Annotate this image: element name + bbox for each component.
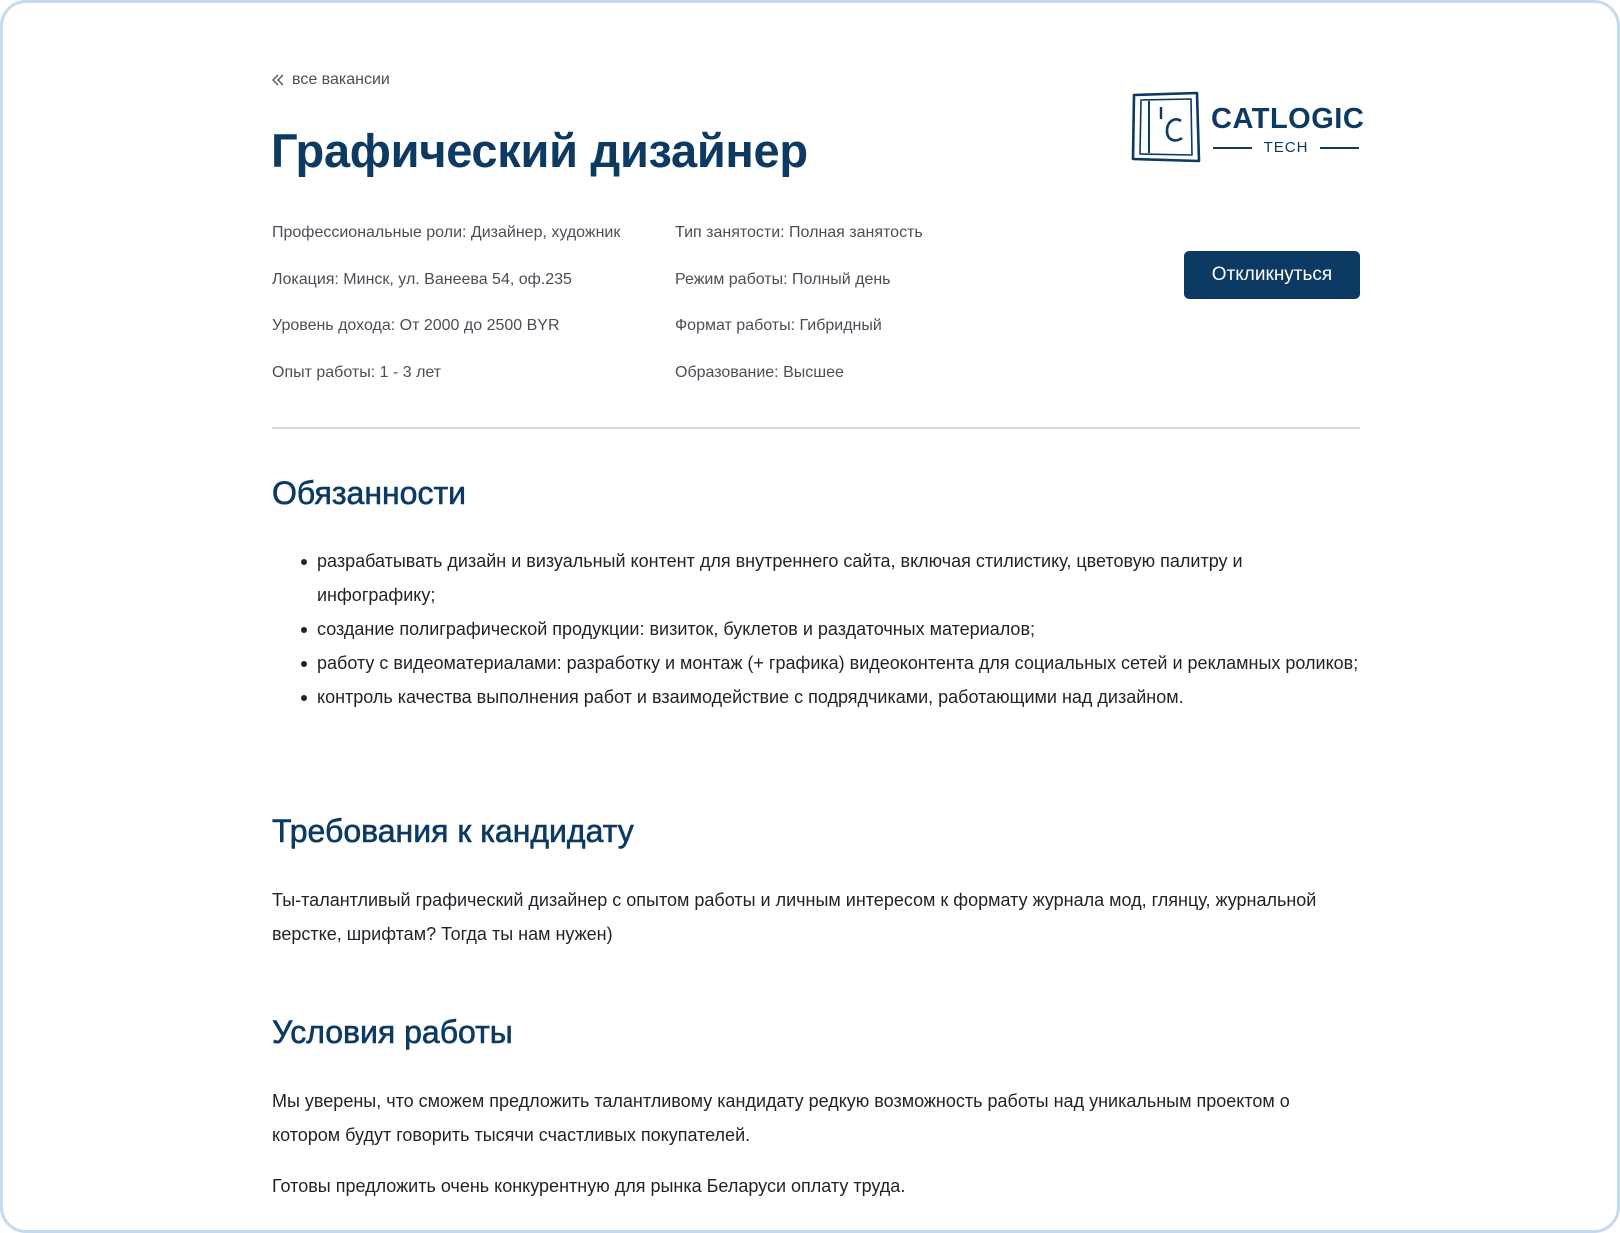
- meta-work-format: Формат работы: Гибридный: [675, 317, 882, 334]
- meta-income: Уровень дохода: От 2000 до 2500 BYR: [272, 317, 560, 334]
- list-item: разрабатывать дизайн и визуальный контент для внутреннего сайта, включая стилистику, цветовую палитру и инфографику;: [317, 544, 1362, 612]
- requirements-title: Требования к кандидату: [272, 813, 634, 849]
- logo-line-right: [1320, 147, 1359, 149]
- apply-button[interactable]: Откликнуться: [1184, 251, 1360, 299]
- conditions-title: Условия работы: [272, 1014, 513, 1050]
- meta-location: Локация: Минск, ул. Ванеева 54, оф.235: [272, 270, 572, 288]
- back-to-vacancies-link[interactable]: [272, 71, 390, 89]
- requirements-text: Ты-талантливый графический дизайнер с опытом работы и личным интересом к формату журнала мод, глянцу, журнальной верстке, шрифтам? Тогда ты нам нужен): [272, 890, 1317, 944]
- meta-professional-roles: Профессиональные роли: Дизайнер, художник: [272, 224, 621, 241]
- conditions-paragraph: Готовы предложить очень конкурентную для рынка Беларуси оплату труда.: [272, 1176, 906, 1196]
- logo-line-left: [1213, 147, 1252, 149]
- duties-title: Обязанности: [272, 475, 466, 511]
- double-chevron-left-icon: [272, 74, 284, 86]
- logo-sub-text: TECH: [1263, 139, 1309, 156]
- company-logo[interactable]: [1131, 91, 1365, 167]
- conditions-paragraph: Мы уверены, что сможем предложить талантливому кандидату редкую возможность работы над уникальным проектом о котором будут говорить тысячи счастливых покупателей.: [272, 1091, 1290, 1145]
- meta-education: Образование: Высшее: [675, 363, 844, 381]
- page-title: Графический дизайнер: [271, 124, 808, 177]
- meta-experience: Опыт работы: 1 - 3 лет: [272, 363, 442, 381]
- meta-work-schedule: Режим работы: Полный день: [675, 270, 891, 288]
- meta-employment-type: Тип занятости: Полная занятость: [675, 224, 923, 241]
- meta-right-column: [675, 221, 923, 407]
- section-divider: [272, 427, 1360, 429]
- meta-left-column: [272, 221, 620, 407]
- duties-list: [317, 544, 1362, 714]
- list-item: работу с видеоматериалами: разработку и монтаж (+ графика) видеоконтента для социальных сетей и рекламных роликов;: [317, 646, 1362, 680]
- list-item: создание полиграфической продукции: визиток, буклетов и раздаточных материалов;: [317, 612, 1362, 646]
- catlogic-logo-mark-icon: [1131, 91, 1201, 163]
- logo-name: CATLOGIC: [1211, 103, 1365, 135]
- logo-subtitle: [1213, 139, 1359, 156]
- back-link-label: все вакансии: [292, 71, 390, 88]
- list-item: контроль качества выполнения работ и взаимодействие с подрядчиками, работающими над дизайном.: [317, 680, 1362, 714]
